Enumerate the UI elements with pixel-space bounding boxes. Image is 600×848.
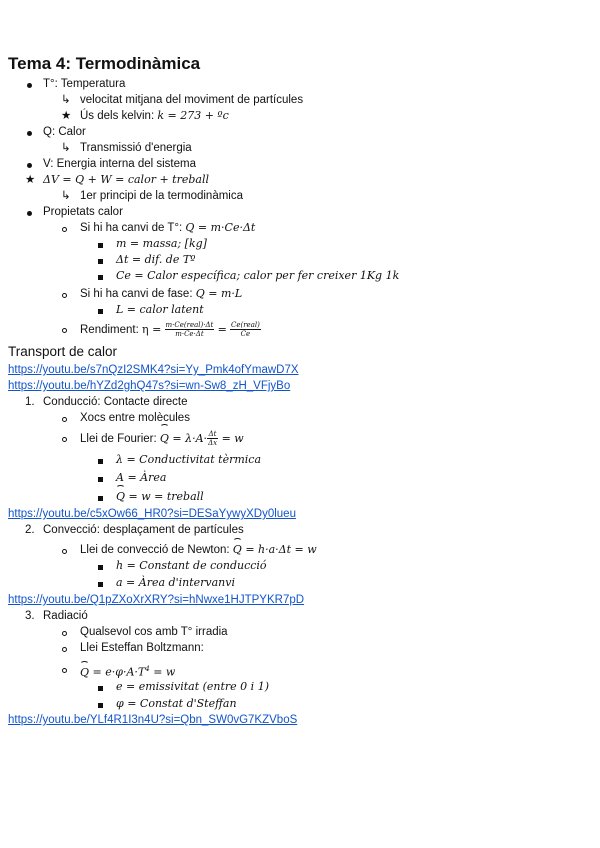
- item-heat-properties: Propietats calor: [43, 206, 123, 218]
- item-body-radiates: Qualsevol cos amb T° irradia: [80, 626, 228, 638]
- item-radiation: Radiació: [43, 610, 88, 622]
- video-link-radiation[interactable]: https://youtu.be/YLf4R1I3n4U?si=Qbn_SW0vG7KZVboS: [8, 714, 298, 726]
- page-title: Tema 4: Termodinàmica: [8, 54, 201, 73]
- list-number: 1.: [25, 396, 35, 408]
- item-efficiency: Rendiment: η = $\frac{\text{m·Ce(real)·Δt}}{m\cdot Ce\cdot\Delta t}$ = $\frac{\text{Ce(real)}}{Ce}$: [80, 321, 260, 339]
- bullet-square: [98, 309, 103, 314]
- bullet-dot: [27, 163, 32, 168]
- item-temp-diff: Δt = dif. de Tº: [116, 253, 196, 266]
- item-area: A = Àrea: [116, 471, 167, 484]
- item-latent-heat: L = calor latent: [116, 303, 204, 316]
- star-icon: ★: [25, 174, 36, 186]
- efficiency-fraction-2: $\frac{\text{Ce(real)}}{Ce}$: [230, 321, 260, 339]
- bullet-square: [98, 686, 103, 691]
- item-newton-law: Llei de convecció de Newton: Q = h·a·Δt = w: [80, 543, 317, 556]
- item-exchange-area: a = Àrea d'intervanvi: [116, 576, 235, 589]
- item-mass: m = massa; [kg]: [116, 237, 207, 250]
- bullet-dot: [27, 131, 32, 136]
- star-icon: ★: [61, 110, 72, 122]
- bullet-square: [98, 582, 103, 587]
- bullet-square: [98, 243, 103, 248]
- item-temperature-sub2: Ús dels kelvin: k = 273 + ºc: [80, 109, 229, 122]
- item-first-law-formula: ΔV = Q + W = calor + treball: [43, 173, 209, 186]
- bullet-circle: [62, 293, 67, 298]
- bullet-circle: [62, 328, 67, 333]
- bullet-circle: [62, 631, 67, 636]
- bullet-circle: [62, 227, 67, 232]
- item-conduction: Conducció: Contacte directe: [43, 396, 188, 408]
- bullet-square: [98, 259, 103, 264]
- bullet-circle: [62, 437, 67, 442]
- bullet-circle: [62, 549, 67, 554]
- video-link-1[interactable]: https://youtu.be/s7nQzI2SMK4?si=Yy_Pmk4ofYmawD7X: [8, 364, 299, 376]
- efficiency-fraction-1: $\frac{\text{m·Ce(real)·Δt}}{m\cdot Ce\cdot\Delta t}$: [165, 321, 214, 339]
- item-emissivity: e = emissivitat (entre 0 i 1): [116, 680, 269, 693]
- item-temp-change: Si hi ha canvi de T°: Q = m·Ce·Δt: [80, 221, 256, 234]
- bullet-circle: [62, 647, 67, 652]
- item-internal-energy: V: Energia interna del sistema: [43, 158, 196, 170]
- item-phase-change: Si hi ha canvi de fase: Q = m·L: [80, 287, 243, 300]
- bullet-square: [98, 703, 103, 708]
- item-temperature: T°: Temperatura: [43, 78, 126, 90]
- arrow-icon: ↳: [61, 94, 71, 106]
- section-heading-heat-transport: Transport de calor: [8, 344, 118, 359]
- item-convection: Convecció: desplaçament de partícules: [43, 524, 244, 536]
- arrow-icon: ↳: [61, 190, 71, 202]
- item-stefan-boltzmann-law: Llei Esteffan Boltzmann:: [80, 642, 204, 654]
- item-stefan-constant: φ = Constat d'Steffan: [116, 697, 237, 710]
- list-number: 2.: [25, 524, 35, 536]
- bullet-square: [98, 565, 103, 570]
- bullet-square: [98, 459, 103, 464]
- fourier-fraction: $\frac{\Delta t}{\Delta x}$: [208, 430, 218, 448]
- bullet-square: [98, 275, 103, 280]
- bullet-dot: [27, 211, 32, 216]
- arrow-icon: ↳: [61, 142, 71, 154]
- bullet-circle: [62, 668, 67, 673]
- bullet-square: [98, 477, 103, 482]
- video-link-convection[interactable]: https://youtu.be/Q1pZXoXrXRY?si=hNwxe1HJTPYKR7pD: [8, 594, 305, 606]
- bullet-dot: [27, 83, 32, 88]
- item-conduction-constant: h = Constant de conducció: [116, 559, 267, 572]
- list-number: 3.: [25, 610, 35, 622]
- item-thermal-conductivity: λ = Conductivitat tèrmica: [116, 453, 262, 466]
- bullet-square: [98, 496, 103, 501]
- item-first-law-label: 1er principi de la termodinàmica: [80, 190, 243, 202]
- item-specific-heat: Ce = Calor específica; calor per fer creixer 1Kg 1k: [116, 269, 400, 282]
- item-stefan-boltzmann-formula: $Q = e\cdot\varphi\cdot A\cdot T^4 = w$: [80, 665, 176, 679]
- bullet-circle: [62, 417, 67, 422]
- item-work: Q = w = treball: [116, 490, 204, 503]
- video-link-conduction[interactable]: https://youtu.be/c5xOw66_HR0?si=DESaYywyXDy0lueu: [8, 508, 296, 520]
- item-heat-sub1: Transmissió d'energia: [80, 142, 192, 154]
- item-heat: Q: Calor: [43, 126, 86, 138]
- item-temperature-sub1: velocitat mitjana del moviment de partícules: [80, 94, 304, 106]
- video-link-2[interactable]: https://youtu.be/hYZd2ghQ47s?si=wn-Sw8_zH_VFjyBo: [8, 380, 291, 392]
- item-molecular-collisions: Xocs entre molècules: [80, 412, 190, 424]
- item-fourier-law: Llei de Fourier: Q = λ·A· $\frac{\Delta t}{\Delta x}$ = w: [80, 430, 244, 448]
